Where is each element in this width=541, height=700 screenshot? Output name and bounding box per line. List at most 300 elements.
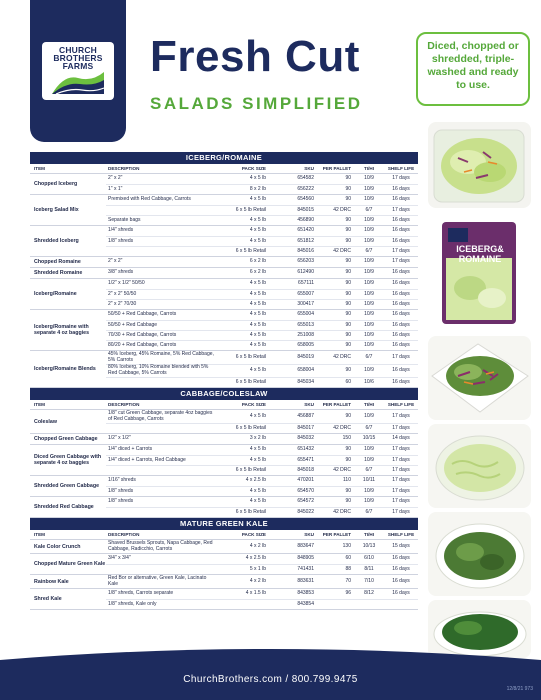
cell-shelf-life: 17 days [392,247,410,254]
cell-ti-hi: 10/13 [362,542,376,549]
cell-pack-size: 4 x 2.5 lb [245,477,266,484]
cell-description: 1/8" shreds, Kale only [108,600,157,607]
cell-pack-size: 4 x 5 lb [249,216,266,223]
table-row [106,507,418,517]
column-header-ti-hi: TI/HI [364,402,374,407]
cell-ti-hi: 6/10 [364,555,374,562]
cell-description: 50/50 + Red Cabbage, Carrots [108,311,177,318]
cell-per-pallet: 42 DRC [333,247,351,254]
cell-sku: 470201 [297,477,314,484]
table-row [106,205,418,215]
farm-field-icon [52,70,104,94]
table-row [106,215,418,225]
cell-pack-size: 4 x 5 lb [249,487,266,494]
cell-shelf-life: 16 days [392,590,410,597]
cell-per-pallet: 90 [345,269,351,276]
cell-sku: 655004 [297,311,314,318]
item-name: Chopped Romaine [34,259,81,265]
cell-ti-hi: 10/9 [364,341,374,348]
cell-pack-size: 4 x 5 lb [249,341,266,348]
cell-ti-hi: 6/7 [365,247,373,254]
cell-ti-hi: 10/9 [364,290,374,297]
cell-pack-size: 5 x 1 lb [249,565,266,572]
column-header-description: DESCRIPTION [108,402,140,407]
cell-per-pallet: 90 [345,175,351,182]
item-rows [106,589,418,609]
table-row [106,410,418,423]
cell-description: Red Bor or alternative, Green Kale, Lacinato Kale [108,574,207,587]
product-item [30,497,418,518]
item-name: Rainbow Kale [34,578,69,585]
brand-logo [30,0,126,142]
item-name: Kale Color Crunch [34,543,81,550]
cell-per-pallet: 90 [345,185,351,192]
cell-sku: 654582 [297,175,314,182]
logo-panel [42,42,114,100]
cell-ti-hi: 8/11 [364,565,374,572]
cell-pack-size: 4 x 1.5 lb [245,590,266,597]
cell-description: Premixed with Red Cabbage, Carrots [108,196,191,203]
item-name: Chopped Green Cabbage [34,436,98,442]
item-rows [106,226,418,256]
column-header-shelf-life: SHELF LIFE [387,532,415,537]
item-name: Iceberg/Romaine Blends [34,366,96,372]
column-header-per-pallet: PER PALLET [322,402,351,407]
table-row [106,423,418,433]
cell-ti-hi: 10/9 [364,331,374,338]
item-name: Shredded Green Cabbage [34,483,100,489]
cell-pack-size: 4 x 5 lb [249,498,266,505]
cell-description: Separate bags [108,216,141,223]
cell-ti-hi: 10/9 [364,321,374,328]
item-rows [106,174,418,194]
cell-shelf-life: 16 days [392,341,410,348]
cell-ti-hi: 10/9 [364,175,374,182]
cell-sku: 845015 [297,206,314,213]
table-row [106,310,418,320]
product-item [30,476,418,497]
table-row [106,476,418,486]
cell-description: 1" x 1" [108,185,123,192]
table-row [106,289,418,299]
table-row [106,268,418,278]
cell-description: 1/4" diced + Carrots, Red Cabbage [108,456,186,463]
cell-shelf-life: 16 days [392,321,410,328]
product-item [30,226,418,257]
cell-sku: 456887 [297,412,314,419]
cell-pack-size: 4 x 5 lb [249,367,266,374]
table-row [106,320,418,330]
cell-description: Shaved Brussels Sprouts, Napa Cabbage, Red Cabbage, Radicchio, Carrots [108,539,213,552]
cell-pack-size: 4 x 5 lb [249,412,266,419]
cell-per-pallet: 90 [345,227,351,234]
cell-ti-hi: 10/9 [364,280,374,287]
table-row [106,599,418,609]
cell-per-pallet: 42 DRC [333,424,351,431]
cell-description: 45% Iceberg, 45% Romaine, 5% Red Cabbage, 5% Carrots [108,350,214,363]
cell-sku: 651812 [297,237,314,244]
cell-pack-size: 4 x 2 lb [249,577,266,584]
column-header-pack-size: PACK SIZE [241,532,266,537]
cell-ti-hi: 6/7 [365,508,373,515]
item-name: Shredded Romaine [34,270,83,276]
cell-per-pallet: 70 [345,577,351,584]
cell-sku: 658005 [297,341,314,348]
table-row [106,540,418,553]
cell-per-pallet: 42 DRC [333,353,351,360]
cell-per-pallet: 42 DRC [333,466,351,473]
cell-pack-size: 6 x 5 lb Retail [235,378,266,385]
table-row [106,246,418,256]
cell-shelf-life: 16 days [392,196,410,203]
product-item [30,540,418,554]
cell-pack-size: 4 x 5 lb [249,300,266,307]
item-rows [106,476,418,496]
cell-shelf-life: 17 days [392,175,410,182]
cell-ti-hi: 10/9 [364,412,374,419]
column-header-ti-hi: TI/HI [364,166,374,171]
product-item [30,268,418,279]
cell-description: 80/20 + Red Cabbage, Carrots [108,341,177,348]
cell-shelf-life: 16 days [392,565,410,572]
column-header-item: ITEM [34,402,45,407]
cell-description: 1/2" x 1/2" 50/50 [108,280,145,287]
cell-shelf-life: 17 days [392,446,410,453]
item-rows [106,279,418,309]
cell-ti-hi: 10/11 [362,477,376,484]
cell-ti-hi: 10/9 [364,269,374,276]
cell-shelf-life: 16 days [392,185,410,192]
cell-per-pallet: 90 [345,487,351,494]
iceberg-salad-photo [428,122,531,208]
cell-pack-size: 4 x 5 lb [249,446,266,453]
cell-shelf-life: 16 days [392,216,410,223]
product-item [30,351,418,388]
cell-sku: 843853 [297,590,314,597]
column-header-description: DESCRIPTION [108,532,140,537]
cell-sku: 845022 [297,508,314,515]
table-row [106,564,418,574]
cell-per-pallet: 90 [345,290,351,297]
table-row [106,279,418,289]
table-row [106,257,418,267]
product-item [30,174,418,195]
footer-bar [0,660,541,700]
item-rows [106,554,418,574]
cell-ti-hi: 10/9 [364,367,374,374]
column-header-shelf-life: SHELF LIFE [387,166,415,171]
cell-shelf-life: 16 days [392,367,410,374]
table-row [106,364,418,377]
column-headers [30,164,418,174]
table-row [106,330,418,340]
cell-description: 2" x 2" [108,175,123,182]
feature-callout: Diced, chopped or shredded, triple-washed and ready to use. [416,32,530,106]
product-item [30,554,418,575]
cell-pack-size: 6 x 5 lb Retail [235,353,266,360]
cell-description: 70/30 + Red Cabbage, Carrots [108,331,177,338]
salad-mix-photo [428,336,531,420]
cell-per-pallet: 90 [345,446,351,453]
cell-ti-hi: 10/6 [364,378,374,385]
item-rows [106,268,418,278]
svg-text:ROMAINE: ROMAINE [458,254,502,264]
table-row [106,434,418,444]
section-header: CABBAGE/COLESLAW [30,388,418,400]
cell-ti-hi: 10/9 [364,237,374,244]
cell-pack-size: 4 x 5 lb [249,331,266,338]
column-header-sku: SKU [304,532,314,537]
cell-shelf-life: 17 days [392,487,410,494]
cell-pack-size: 4 x 5 lb [249,280,266,287]
cell-per-pallet: 90 [345,196,351,203]
cell-per-pallet: 90 [345,258,351,265]
cell-shelf-life: 16 days [392,300,410,307]
cell-shelf-life: 17 days [392,466,410,473]
cell-sku: 655471 [297,456,314,463]
cell-shelf-life: 16 days [392,331,410,338]
cell-sku: 845018 [297,466,314,473]
table-row [106,226,418,236]
table-row [106,465,418,475]
product-item [30,310,418,351]
product-item [30,434,418,445]
cell-per-pallet: 42 DRC [333,206,351,213]
cell-sku: 654570 [297,487,314,494]
product-item [30,575,418,589]
iceberg-romaine-bag-photo [428,218,531,328]
cell-shelf-life: 16 days [392,269,410,276]
cell-per-pallet: 90 [345,280,351,287]
table-row [106,497,418,507]
cell-shelf-life: 16 days [392,237,410,244]
cell-ti-hi: 10/9 [364,446,374,453]
item-name: Chopped Mature Green Kale [34,561,106,567]
table-row [106,174,418,184]
cell-description: 1/8" shreds [108,498,134,505]
table-row [106,554,418,564]
cell-ti-hi: 10/9 [364,456,374,463]
cell-pack-size: 6 x 5 lb Retail [235,424,266,431]
logo-line3: FARMS [62,61,94,71]
cell-pack-size: 6 x 5 lb Retail [235,466,266,473]
cell-per-pallet: 90 [345,237,351,244]
cell-shelf-life: 16 days [392,577,410,584]
logo-line2: BROTHERS [53,53,103,63]
column-header-item: ITEM [34,166,45,171]
cell-pack-size: 4 x 5 lb [249,311,266,318]
column-headers [30,400,418,410]
table-row [106,377,418,387]
item-name: Iceberg Salad Mix [34,207,79,213]
cell-shelf-life: 17 days [392,424,410,431]
cell-sku: 612490 [297,269,314,276]
table-row [106,299,418,309]
cell-sku: 848905 [297,555,314,562]
cell-pack-size: 6 x 2 lb [249,269,266,276]
cell-pack-size: 4 x 5 lb [249,290,266,297]
table-row [106,486,418,496]
column-header-description: DESCRIPTION [108,166,140,171]
cell-sku: 843854 [297,600,314,607]
cell-pack-size: 6 x 5 lb Retail [235,206,266,213]
cell-ti-hi: 10/9 [364,258,374,265]
cell-ti-hi: 10/9 [364,300,374,307]
item-rows [106,497,418,517]
item-rows [106,445,418,475]
cell-description: 2" x 2" [108,258,123,265]
cell-description: 1/8" shreds [108,487,134,494]
cell-description: 1/4" diced + Carrots [108,446,153,453]
cell-per-pallet: 130 [342,542,351,549]
cell-per-pallet: 90 [345,498,351,505]
section-header: ICEBERG/ROMAINE [30,152,418,164]
column-headers [30,530,418,540]
print-date: 12/8/21 973 [506,686,533,692]
cell-shelf-life: 17 days [392,353,410,360]
cell-description: 2" x 2" 50/50 [108,290,137,297]
item-name: Coleslaw [34,418,57,425]
cell-shelf-life: 16 days [392,555,410,562]
cell-ti-hi: 10/9 [364,227,374,234]
cell-pack-size: 8 x 2 lb [249,185,266,192]
cell-per-pallet: 90 [345,367,351,374]
cell-shelf-life: 16 days [392,280,410,287]
cell-per-pallet: 88 [345,565,351,572]
item-rows [106,195,418,225]
cell-shelf-life: 15 days [392,542,410,549]
cell-ti-hi: 6/7 [365,353,373,360]
table-row [106,589,418,599]
item-name: Chopped Iceberg [34,181,78,187]
column-header-per-pallet: PER PALLET [322,166,351,171]
item-rows [106,410,418,433]
cell-shelf-life: 17 days [392,412,410,419]
cell-sku: 300417 [297,300,314,307]
table-row [106,236,418,246]
cell-pack-size: 4 x 5 lb [249,196,266,203]
item-rows [106,257,418,267]
cell-sku: 654572 [297,498,314,505]
cell-description: 3/4" x 3/4" [108,555,131,562]
item-name: Iceberg/Romaine [34,291,77,297]
column-header-pack-size: PACK SIZE [241,166,266,171]
item-name: Iceberg/Romaine with separate 4 oz baggies [34,324,90,336]
page-title: Fresh Cut [150,32,360,81]
column-header-sku: SKU [304,402,314,407]
cell-sku: 656203 [297,258,314,265]
table-row [106,575,418,588]
item-rows [106,310,418,350]
product-table [30,152,418,610]
cell-shelf-life: 17 days [392,456,410,463]
cell-ti-hi: 6/7 [365,424,373,431]
cell-pack-size: 4 x 5 lb [249,321,266,328]
column-header-shelf-life: SHELF LIFE [387,402,415,407]
column-header-ti-hi: TI/HI [364,532,374,537]
cell-ti-hi: 10/15 [362,435,376,442]
column-header-pack-size: PACK SIZE [241,402,266,407]
logo-line1: CHURCH [58,45,98,55]
cell-per-pallet: 150 [342,435,351,442]
cell-shelf-life: 17 days [392,258,410,265]
kale-bowl-photo [428,512,531,596]
table-row [106,184,418,194]
cell-shelf-life: 16 days [392,227,410,234]
cell-ti-hi: 10/9 [364,185,374,192]
cell-per-pallet: 90 [345,331,351,338]
cell-per-pallet: 90 [345,216,351,223]
cell-per-pallet: 90 [345,311,351,318]
item-name: Shredded Red Cabbage [34,504,94,510]
cell-shelf-life: 16 days [392,290,410,297]
cell-sku: 883647 [297,542,314,549]
cell-pack-size: 4 x 5 lb [249,227,266,234]
product-item [30,279,418,310]
cell-pack-size: 4 x 5 lb [249,175,266,182]
table-row [106,445,418,455]
cell-sku: 654560 [297,196,314,203]
cell-per-pallet: 96 [345,590,351,597]
product-item [30,445,418,476]
cell-ti-hi: 10/9 [364,487,374,494]
cell-ti-hi: 10/9 [364,196,374,203]
cell-pack-size: 4 x 5 lb [249,237,266,244]
footer-contact: ChurchBrothers.com / 800.799.9475 [183,674,358,685]
cell-sku: 845032 [297,435,314,442]
cell-per-pallet: 42 DRC [333,508,351,515]
item-name: Shred Kale [34,596,62,602]
cell-per-pallet: 110 [343,477,351,484]
cell-description: 1/8" shreds [108,237,134,244]
page-subtitle: SALADS SIMPLIFIED [150,94,363,113]
cell-pack-size: 6 x 2 lb [249,258,266,265]
cell-ti-hi: 6/7 [365,206,373,213]
cell-sku: 456890 [297,216,314,223]
cell-per-pallet: 90 [345,321,351,328]
cell-ti-hi: 6/7 [365,466,373,473]
cell-description: 50/50 + Red Cabbage [108,321,158,328]
column-header-per-pallet: PER PALLET [322,532,351,537]
cell-shelf-life: 16 days [392,311,410,318]
item-rows [106,434,418,444]
cell-sku: 883631 [297,577,314,584]
cell-sku: 741431 [297,565,314,572]
cell-sku: 845034 [297,378,314,385]
item-name: Diced Green Cabbage with separate 4 oz baggies [34,454,102,466]
cell-sku: 845019 [297,353,314,360]
cell-pack-size: 6 x 5 lb Retail [235,247,266,254]
table-row [106,340,418,350]
coleslaw-photo [428,424,531,508]
cell-description: 1/2" x 1/2" [108,435,131,442]
cell-per-pallet: 90 [345,412,351,419]
product-item [30,589,418,610]
svg-text:ICEBERG&: ICEBERG& [456,244,504,254]
cell-ti-hi: 10/9 [364,216,374,223]
cell-ti-hi: 8/12 [364,590,374,597]
cell-shelf-life: 16 days [392,378,410,385]
table-row [106,195,418,205]
item-rows [106,351,418,387]
cell-description: 1/8" cut Green Cabbage, separate 4oz baggies of Red Cabbage, Carrots [108,409,213,422]
cell-pack-size: 4 x 2 lb [249,542,266,549]
cell-shelf-life: 17 days [392,206,410,213]
cell-pack-size: 4 x 5 lb [249,456,266,463]
cell-description: 2" x 2" 70/30 [108,300,137,307]
cell-sku: 655007 [297,290,314,297]
table-row [106,351,418,364]
